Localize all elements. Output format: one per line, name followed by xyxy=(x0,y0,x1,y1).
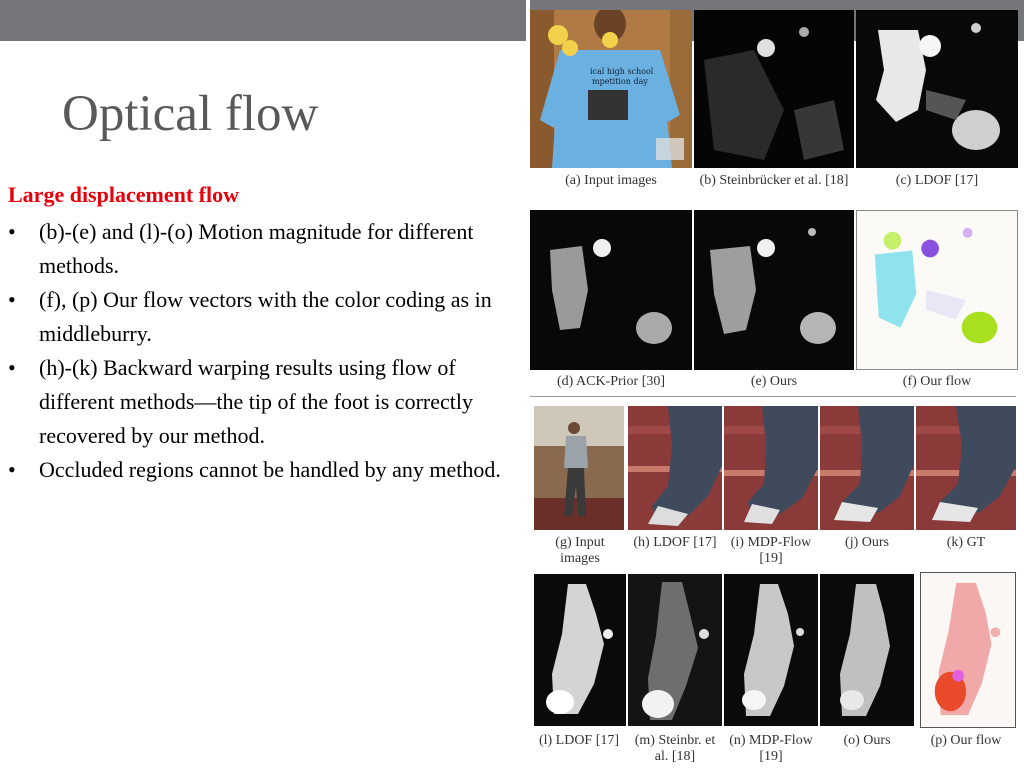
panel-e-motion-magnitude xyxy=(694,210,854,370)
bullet-item xyxy=(8,453,528,487)
bullet-item xyxy=(8,351,528,453)
panel-a-input-juggler xyxy=(530,10,692,168)
bullet-text: (h)-(k) Backward warping results using flow of different methods—the tip of the foot is correctly recovered by our method. xyxy=(39,355,473,448)
caption-h: (h) LDOF [17] xyxy=(633,535,717,550)
caption-p: (p) Our flow xyxy=(930,733,1002,748)
bullet-item xyxy=(8,283,528,351)
caption-d: (d) ACK-Prior [30] xyxy=(556,374,666,389)
panel-j-warped-foot xyxy=(820,406,914,530)
panel-i-warped-foot xyxy=(724,406,818,530)
panel-l-motion-magnitude xyxy=(534,574,626,726)
panel-p-flow-color-coding xyxy=(920,572,1016,728)
slide-title: Optical flow xyxy=(62,86,319,142)
caption-j: (j) Ours xyxy=(845,535,889,550)
caption-e: (e) Ours xyxy=(750,374,798,389)
panel-c-motion-magnitude xyxy=(856,10,1018,168)
panel-k-ground-truth xyxy=(916,406,1016,530)
caption-k: (k) GT xyxy=(946,535,986,550)
bullet-dot: • xyxy=(8,287,16,312)
bullet-text: Occluded regions cannot be handled by any method. xyxy=(39,457,501,482)
bullet-list xyxy=(8,215,528,487)
caption-a: (a) Input images xyxy=(565,173,657,188)
shirt-text-line-2: mpetition day xyxy=(592,77,648,86)
figure-divider xyxy=(530,396,1016,397)
bullet-item xyxy=(8,215,528,283)
panel-b-motion-magnitude xyxy=(694,10,854,168)
panel-n-motion-magnitude xyxy=(724,574,818,726)
panel-m-motion-magnitude xyxy=(628,574,722,726)
caption-n: (n) MDP-Flow [19] xyxy=(729,733,813,764)
panel-h-warped-foot xyxy=(628,406,722,530)
result-figure xyxy=(528,8,1020,768)
caption-g: (g) Input images xyxy=(555,535,605,566)
bullet-dot: • xyxy=(8,219,16,244)
caption-c: (c) LDOF [17] xyxy=(895,173,979,188)
caption-m: (m) Steinbr. et al. [18] xyxy=(634,733,716,764)
caption-b: (b) Steinbrücker et al. [18] xyxy=(699,173,849,188)
shirt-text-line-1: ical high school xyxy=(590,67,654,76)
caption-i: (i) MDP-Flow [19] xyxy=(730,535,812,566)
bullet-text: (f), (p) Our flow vectors with the color coding as in middleburry. xyxy=(39,287,492,346)
section-heading: Large displacement flow xyxy=(8,182,239,207)
bullet-dot: • xyxy=(8,355,16,380)
bullet-dot: • xyxy=(8,457,16,482)
caption-f: (f) Our flow xyxy=(902,374,972,389)
panel-g-input-kicker xyxy=(534,406,624,530)
bullet-text: (b)-(e) and (l)-(o) Motion magnitude for different methods. xyxy=(39,219,474,278)
panel-o-motion-magnitude xyxy=(820,574,914,726)
panel-f-flow-color-coding xyxy=(856,210,1018,370)
caption-o: (o) Ours xyxy=(843,733,891,748)
panel-d-motion-magnitude xyxy=(530,210,692,370)
caption-l: (l) LDOF [17] xyxy=(538,733,620,748)
